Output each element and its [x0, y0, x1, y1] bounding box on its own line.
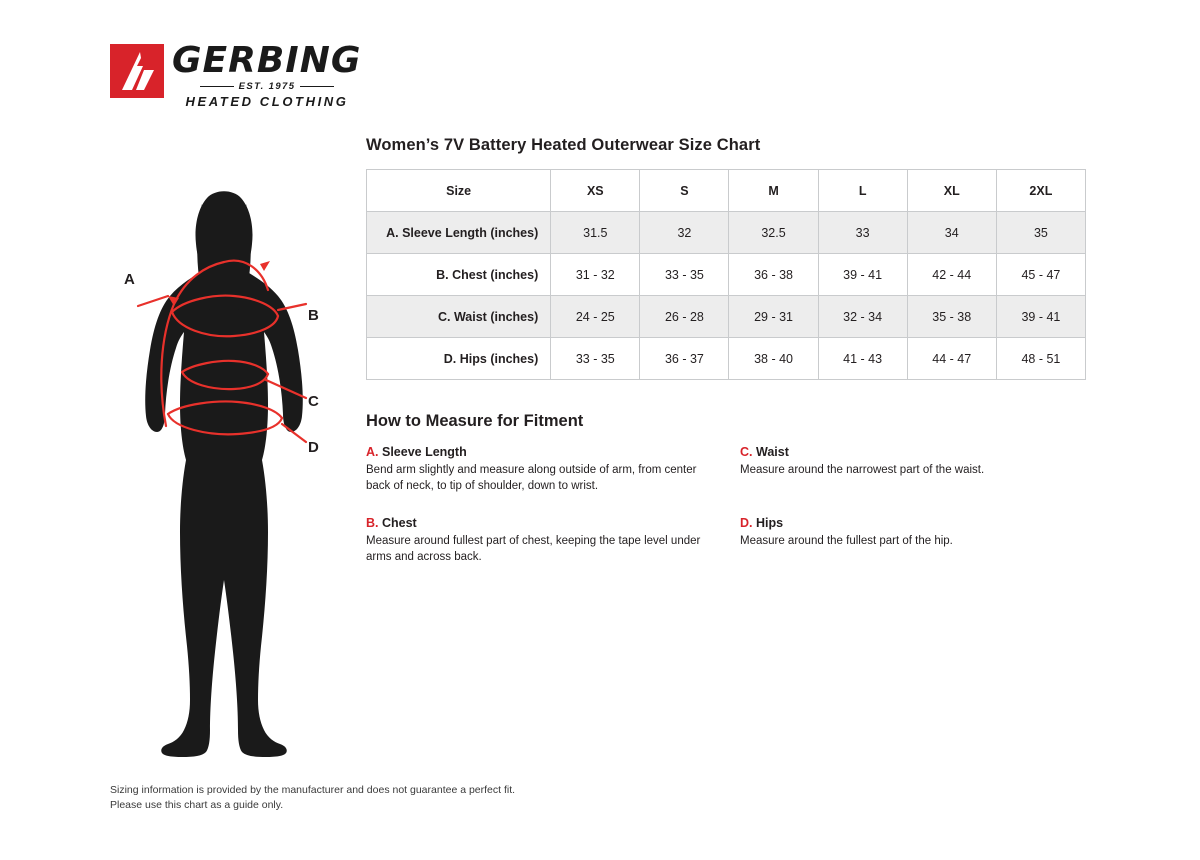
- table-row: [367, 212, 1086, 254]
- table-cell: 45 - 47: [996, 254, 1085, 296]
- table-cell: 29 - 31: [729, 296, 818, 338]
- measure-letter: B.: [366, 516, 379, 530]
- table-cell: 32 - 34: [818, 296, 907, 338]
- row-label: B. Chest (inches): [367, 254, 551, 296]
- measure-instruction-heading: [366, 516, 720, 530]
- gerbing-logo-icon: [110, 44, 164, 98]
- brand-name: GERBING: [172, 40, 362, 81]
- measure-name: Sleeve Length: [381, 445, 467, 459]
- table-cell: 32.5: [729, 212, 818, 254]
- measure-instruction-heading: [740, 516, 1066, 530]
- table-cell: 42 - 44: [907, 254, 996, 296]
- table-cell: 48 - 51: [996, 338, 1085, 380]
- measure-name: Waist: [755, 445, 789, 459]
- measure-instruction: [740, 445, 1086, 494]
- column-header: Size: [367, 170, 551, 212]
- size-chart-table: [366, 169, 1086, 380]
- table-row: [367, 254, 1086, 296]
- measure-letter: D.: [740, 516, 753, 530]
- table-cell: 41 - 43: [818, 338, 907, 380]
- measure-instruction: [366, 445, 740, 494]
- table-cell: 33 - 35: [551, 338, 640, 380]
- table-cell: 31 - 32: [551, 254, 640, 296]
- measure-name: Hips: [755, 516, 784, 530]
- column-header: M: [729, 170, 818, 212]
- table-cell: 33 - 35: [640, 254, 729, 296]
- section-title: How to Measure for Fitment: [366, 412, 584, 430]
- measure-instruction-text: Bend arm slightly and measure along outside of arm, from center back of neck, to tip of shoulder, down to wrist.: [366, 464, 697, 492]
- how-to-measure-section: [366, 412, 1086, 587]
- size-chart-section: [366, 136, 1086, 380]
- table-cell: 33: [818, 212, 907, 254]
- callout-label-a: A: [124, 271, 135, 288]
- table-cell: 34: [907, 212, 996, 254]
- brand-tagline: HEATED CLOTHING: [185, 94, 349, 109]
- callout-label-d: D: [308, 439, 319, 456]
- brand-established: EST. 1975: [172, 81, 362, 92]
- measure-instruction-text: Measure around the narrowest part of the waist.: [740, 464, 985, 476]
- table-cell: 35: [996, 212, 1085, 254]
- table-cell: 36 - 37: [640, 338, 729, 380]
- measure-instruction-text: Measure around fullest part of chest, keeping the tape level under arms and across back.: [366, 535, 701, 563]
- table-cell: 39 - 41: [996, 296, 1085, 338]
- measure-instruction-heading: [366, 445, 720, 459]
- measure-instruction: [740, 516, 1086, 565]
- table-cell: 36 - 38: [729, 254, 818, 296]
- callout-label-b: B: [308, 307, 319, 324]
- measure-letter: A.: [366, 445, 379, 459]
- table-cell: 44 - 47: [907, 338, 996, 380]
- table-header-row: [367, 170, 1086, 212]
- callout-label-c: C: [308, 393, 319, 410]
- table-cell: 24 - 25: [551, 296, 640, 338]
- column-header: XS: [551, 170, 640, 212]
- table-cell: 39 - 41: [818, 254, 907, 296]
- row-label: D. Hips (inches): [367, 338, 551, 380]
- measurement-figure: [110, 160, 350, 760]
- table-cell: 31.5: [551, 212, 640, 254]
- row-label: A. Sleeve Length (inches): [367, 212, 551, 254]
- brand-logo: [110, 42, 360, 110]
- measure-instruction: [366, 516, 740, 565]
- measure-instruction-heading: [740, 445, 1066, 459]
- row-label: C. Waist (inches): [367, 296, 551, 338]
- column-header: XL: [907, 170, 996, 212]
- table-cell: 38 - 40: [729, 338, 818, 380]
- column-header: 2XL: [996, 170, 1085, 212]
- measure-name: Chest: [381, 516, 417, 530]
- page-title: Women’s 7V Battery Heated Outerwear Size Chart: [366, 136, 761, 154]
- table-cell: 26 - 28: [640, 296, 729, 338]
- table-cell: 35 - 38: [907, 296, 996, 338]
- disclaimer: [110, 783, 810, 813]
- measure-letter: C.: [740, 445, 753, 459]
- disclaimer-line-2: Please use this chart as a guide only.: [110, 799, 284, 811]
- column-header: S: [640, 170, 729, 212]
- measure-instruction-text: Measure around the fullest part of the hip.: [740, 535, 953, 547]
- column-header: L: [818, 170, 907, 212]
- disclaimer-line-1: Sizing information is provided by the manufacturer and does not guarantee a perfect fit.: [110, 784, 516, 796]
- table-row: [367, 338, 1086, 380]
- female-silhouette-icon: [145, 191, 303, 757]
- callout-a-leader: [138, 296, 168, 306]
- table-cell: 32: [640, 212, 729, 254]
- table-row: [367, 296, 1086, 338]
